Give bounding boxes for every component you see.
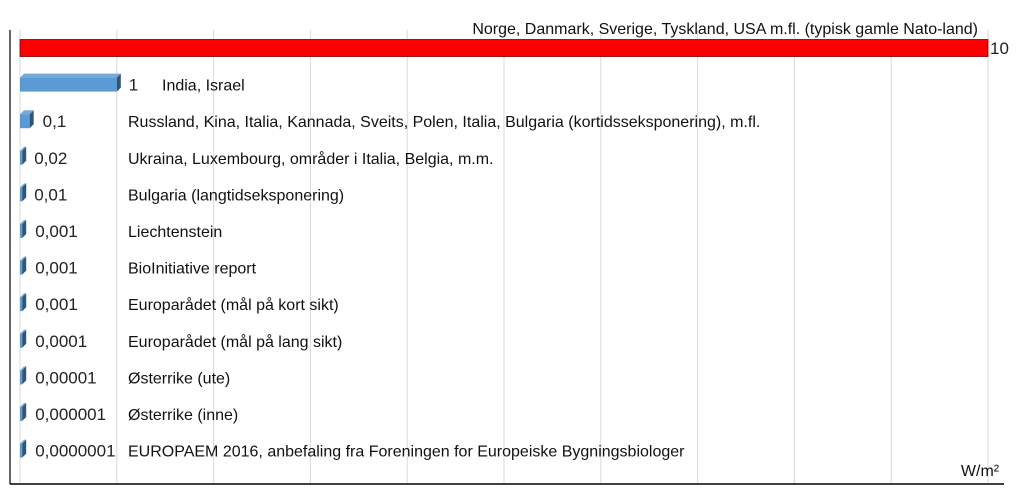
bar-value-label: 0,001: [35, 222, 78, 241]
bar-value-label: 0,02: [34, 148, 68, 168]
bar-value-label: 0,01: [34, 185, 68, 205]
bar-category-label: BioInitiative report: [128, 260, 257, 278]
bar-category-label: Liechtenstein: [128, 224, 223, 241]
bar-category-label: Østerrike (ute): [128, 370, 231, 388]
bar-value-label: 0,001: [35, 295, 78, 315]
bar-category-label: Russland, Kina, Italia, Kannada, Sveits, Polen, Italia, Bulgaria (kortidsseksponering), m.fl.: [128, 114, 761, 132]
bar-value-label: 0,1: [42, 112, 67, 132]
bar: [20, 224, 22, 238]
bar: [20, 187, 22, 201]
bar: [20, 40, 988, 57]
bar-value-label: 10: [990, 39, 1009, 58]
bar: [20, 114, 30, 128]
bar-category-label: Europarådet (mål på kort sikt): [128, 297, 339, 315]
bar-value-label: 0,0000001: [35, 441, 116, 461]
bar-value-label: 0,00001: [35, 368, 97, 388]
bar: [20, 407, 22, 421]
bar-category-label: Ukraina, Luxembourg, områder i Italia, Belgia, m.m.: [128, 150, 494, 168]
bar-value-label: 0,0001: [35, 331, 88, 351]
bar-category-label: Bulgaria (langtidseksponering): [128, 187, 345, 205]
chart-bars: [20, 21, 1009, 461]
bar-category-label: Østerrike (inne): [128, 407, 239, 424]
bar-value-label: 0,001: [35, 258, 78, 278]
bar-category-label: Norge, Danmark, Sverige, Tyskland, USA m.fl. (typisk gamle Nato-land): [472, 21, 978, 38]
bar: [20, 261, 22, 275]
axis-unit-label: W/m²: [960, 463, 1000, 480]
bar-value-label: 0,000001: [35, 405, 107, 424]
bar: [20, 297, 22, 311]
bar-category-label: EUROPAEM 2016, anbefaling fra Foreningen for Europeiske Bygningsbiologer: [128, 443, 685, 461]
bar: [20, 334, 22, 348]
bar: [20, 370, 22, 384]
bar-value-label: 1: [128, 75, 139, 95]
bar-top-face: [20, 74, 121, 78]
bar: [20, 151, 22, 165]
bar-category-label: India, Israel: [162, 77, 245, 95]
bar: [20, 444, 22, 458]
bar-category-label: Europarådet (mål på lang sikt): [128, 333, 343, 351]
bar: [20, 78, 117, 92]
